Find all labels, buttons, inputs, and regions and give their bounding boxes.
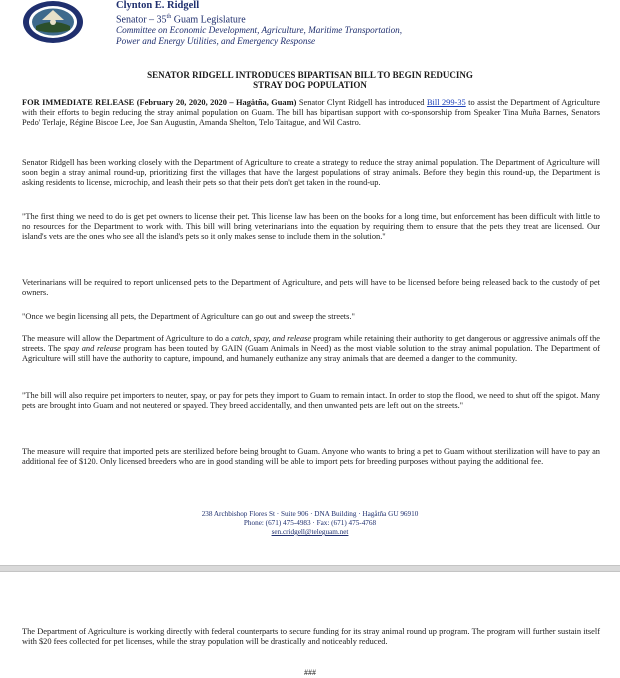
bill-link[interactable]: Bill 299-35 <box>426 98 466 107</box>
contact-footer <box>60 510 560 537</box>
headline-line-1: SENATOR RIDGELL INTRODUCES BIPARTISAN BILL TO BEGIN REDUCING <box>147 70 473 80</box>
page-break-divider <box>0 565 620 572</box>
paragraph-funding: The Department of Agriculture is working directly with federal counterparts to secure funding for its stray animal round up program. The program will further sustain itself with $20 fees collected for pet licenses, while the stray population will be drastically and noticeably reduced. <box>22 627 600 647</box>
footer-phone: Phone: (671) 475-4983 · Fax: (671) 475-4768 <box>243 519 377 527</box>
footer-email[interactable]: sen.cridgell@teleguam.net <box>271 528 349 536</box>
paragraph-quote-sweep: "Once we begin licensing all pets, the Department of Agriculture can go out and sweep the streets." <box>22 312 355 321</box>
paragraph-sterilized: The measure will require that imported pets are sterilized before being brought to Guam. Anyone who wants to bring a pet to Guam without sterilization will have to pay an additional fee of $120. Only licensed breeders who are in good standing will be able to import pets for breeding purposes without paying the additional fee. <box>22 447 600 467</box>
senator-title: Senator – 35th Guam Legislature <box>116 14 246 26</box>
release-dateline: FOR IMMEDIATE RELEASE (February 20, 2020, 2020 – Hagåtña, Guam) <box>22 98 297 107</box>
paragraph-strategy: Senator Ridgell has been working closely with the Department of Agriculture to create a strategy to reduce the stray animal population. The Department of Agriculture will soon begin a stray animal round-up, prioritizing first the villages that have the largest populations of stray animals. Before they begin this round-up, the Department is asking residents to license, microchip, and leash their pets so that their pets don't get taken in the round-up. <box>22 158 600 188</box>
intro-paragraph: FOR IMMEDIATE RELEASE (February 20, 2020, 2020 – Hagåtña, Guam) Senator Clynt Ridgell has introduced Bill 299-35 to assist the Department of Agriculture with their efforts to begin reducing the stray animal population on Guam. The bill has bipartisan support with co-sponsorship from Speaker Tina Muña Barnes, Senators Pedo' Terlaje, Régine Biscoe Lee, Joe San Augustin, Amanda Shelton, Telo Taitague, and Wil Castro. <box>22 98 600 128</box>
headline <box>40 70 580 90</box>
committee-line-2: Power and Energy Utilities, and Emergency Response <box>116 35 316 46</box>
paragraph-quote-license: "The first thing we need to do is get pet owners to license their pet. This license law has been on the books for a long time, but enforcement has been difficult with little to no resources for the Department to work with. This bill will bring veterinarians into the equation by requiring them to ensure that the pets they treat are licensed. Our island's vets are the ones who see all the island's pets so it only makes sense to include them in the solution." <box>22 212 600 242</box>
paragraph-veterinarians: Veterinarians will be required to report unlicensed pets to the Department of Agriculture, and pets will have to be licensed before being released back to the custody of pet owners. <box>22 278 600 298</box>
senator-name: Clynton E. Ridgell <box>116 0 200 11</box>
end-mark: ### <box>304 668 316 677</box>
letterhead <box>20 0 600 52</box>
legislature-seal-icon <box>22 0 84 44</box>
paragraph-measure: The measure will allow the Department of Agriculture to do a catch, spay, and release program while retaining their authority to get dangerous or aggressive animals off the streets. The spay and release program has been touted by GAIN (Guam Animals in Need) as the most viable solution to the stray animal population. The Department of Agriculture will still have the authority to capture, impound, and humanely euthanize any stray animals that are deemed a danger to the community. <box>22 334 601 364</box>
headline-line-2: STRAY DOG POPULATION <box>253 80 367 90</box>
paragraph-quote-importers: "The bill will also require pet importers to neuter, spay, or pay for pets they import to Guam to remain intact. In order to stop the flood, we need to shut off the spigot. Many pets are brought into Guam and not neutered or spayed. They breed accidentally, and then unwanted pets are left out on the streets." <box>22 391 600 411</box>
committee-line-1: Committee on Economic Development, Agriculture, Maritime Transportation, <box>116 25 403 36</box>
footer-address: 238 Archbishop Flores St · Suite 906 · DNA Building · Hagåtña GU 96910 <box>201 510 419 518</box>
